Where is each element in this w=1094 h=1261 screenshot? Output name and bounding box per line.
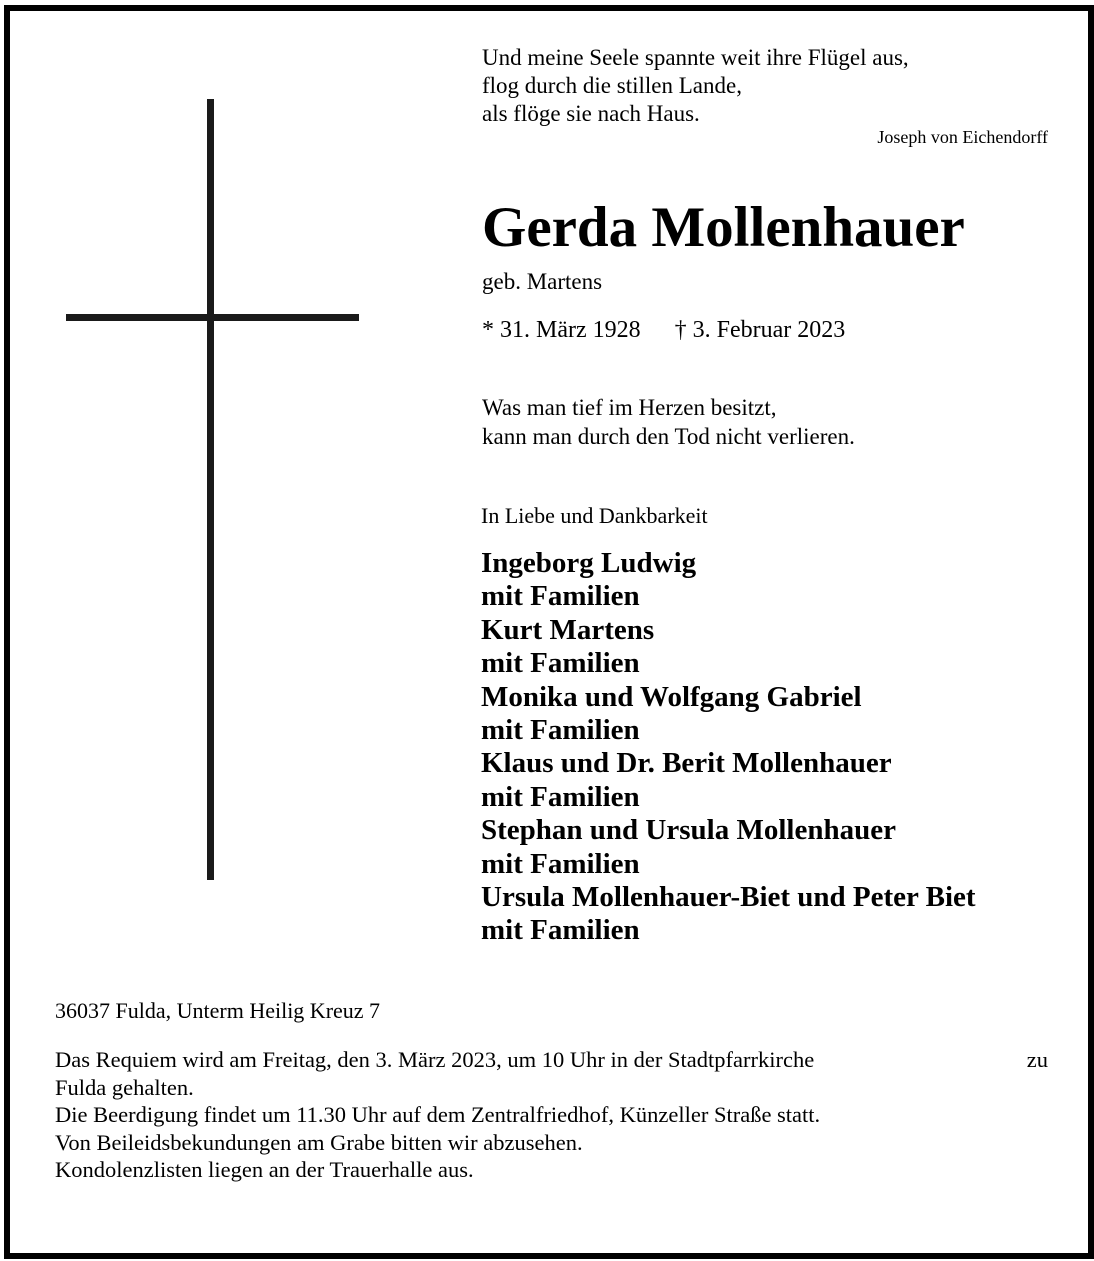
mourner-line: mit Familien	[481, 847, 640, 880]
info-line: Fulda gehalten.	[55, 1074, 194, 1100]
mourner-line: Stephan und Ursula Mollenhauer	[481, 814, 896, 847]
cross-horizontal-bar	[66, 314, 359, 321]
mourner-line: mit Familien	[481, 914, 640, 947]
info-line: Die Beerdigung findet um 11.30 Uhr auf dem Zentralfriedhof, Künzeller Straße statt.	[55, 1102, 821, 1127]
mourners-list	[481, 547, 976, 948]
address: 36037 Fulda, Unterm Heilig Kreuz 7	[55, 998, 381, 1023]
poem-line: als flöge sie nach Haus.	[482, 101, 700, 126]
mourner-line: Ingeborg Ludwig	[481, 547, 697, 579]
mourner-line: Kurt Martens	[481, 613, 655, 646]
info-line-text: Das Requiem wird am Freitag, den 3. März 2023, um 10 Uhr in der Stadtpfarrkirche	[55, 1047, 815, 1072]
mourner-line: mit Familien	[481, 780, 640, 813]
cross-vertical-bar	[207, 99, 214, 880]
mourner-line: mit Familien	[481, 580, 640, 613]
mourner-line: Ursula Mollenhauer-Biet und Peter Biet	[481, 881, 976, 914]
info-line: Von Beileidsbekundungen am Grabe bitten wir abzusehen.	[55, 1129, 583, 1155]
birth-date: * 31. März 1928	[482, 317, 641, 343]
mourner-line: mit Familien	[481, 647, 640, 680]
info-line-end: zu	[1026, 1047, 1048, 1072]
info-line	[55, 1046, 1048, 1074]
poem-author: Joseph von Eichendorff	[877, 127, 1048, 147]
quote	[482, 393, 855, 451]
info-line: Kondolenzlisten liegen an der Trauerhalle aus.	[55, 1157, 474, 1182]
maiden-name: geb. Martens	[482, 269, 603, 294]
poem	[482, 44, 909, 128]
death-date: † 3. Februar 2023	[674, 317, 846, 343]
poem-line: Und meine Seele spannte weit ihre Flügel aus,	[482, 45, 909, 70]
poem-line: flog durch die stillen Lande,	[482, 73, 742, 98]
quote-line: Was man tief im Herzen besitzt,	[482, 395, 777, 420]
quote-line: kann man durch den Tod nicht verlieren.	[482, 424, 855, 449]
deceased-name: Gerda Mollenhauer	[482, 196, 965, 259]
life-dates	[482, 316, 845, 344]
mourner-line: Monika und Wolfgang Gabriel	[481, 680, 862, 713]
mourner-line: mit Familien	[481, 714, 640, 747]
thanks-line: In Liebe und Dankbarkeit	[481, 503, 708, 528]
funeral-info	[55, 1046, 1048, 1184]
mourner-line: Klaus und Dr. Berit Mollenhauer	[481, 747, 892, 780]
